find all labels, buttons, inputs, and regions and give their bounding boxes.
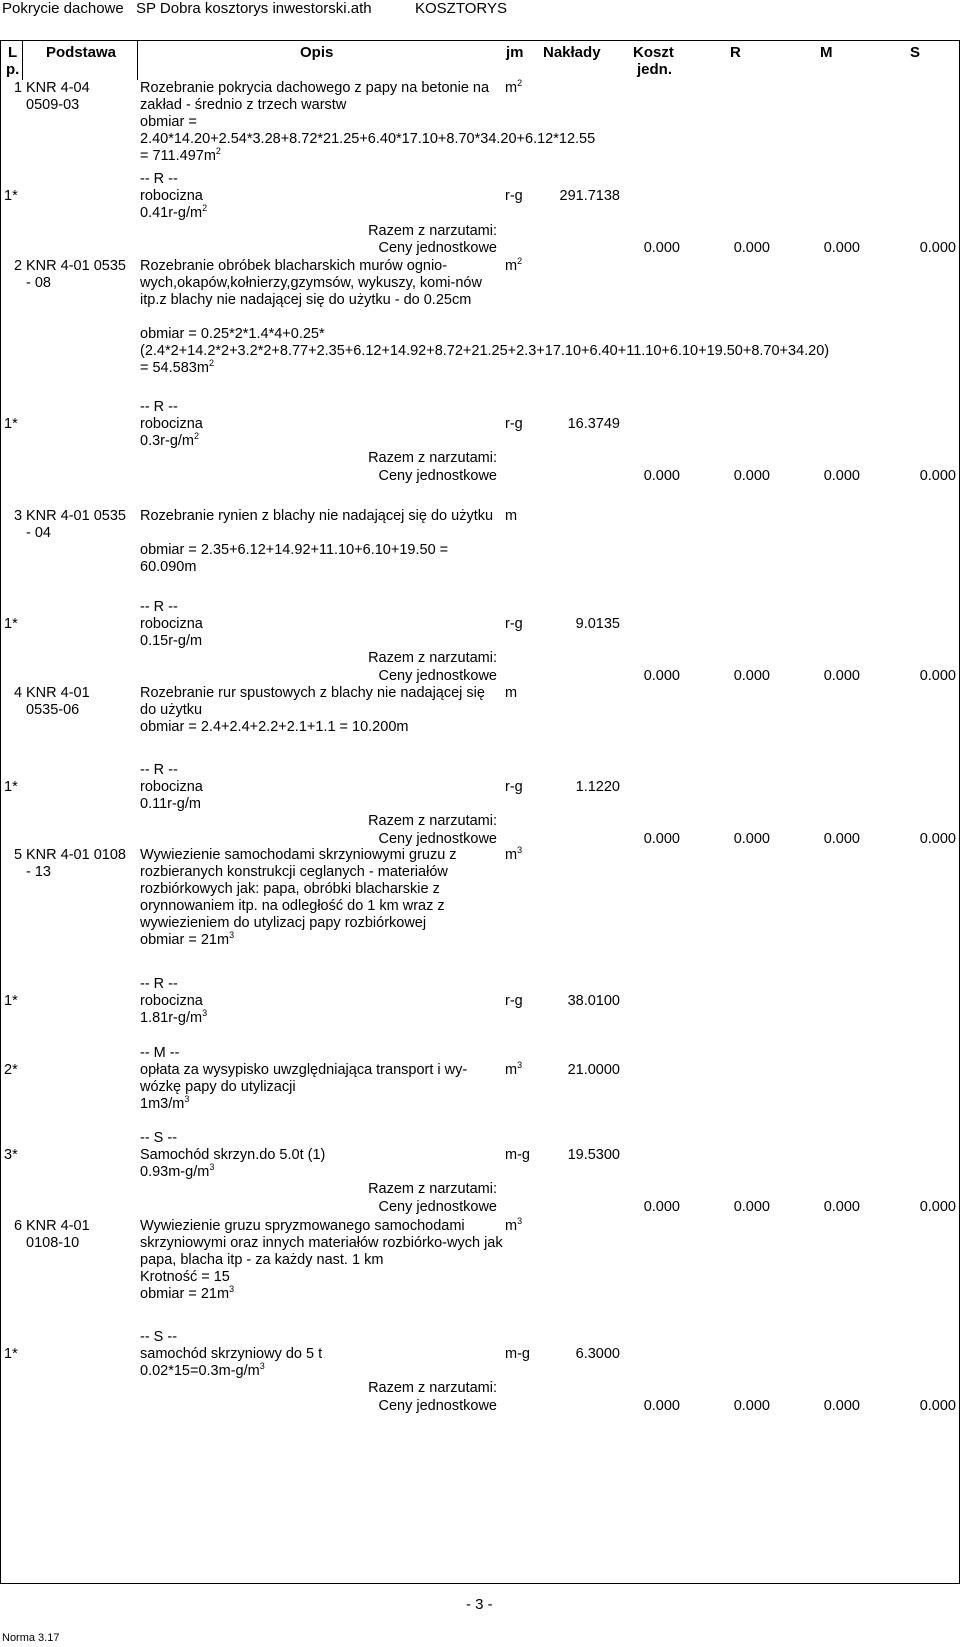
title-project: Pokrycie dachowe xyxy=(2,0,124,17)
resource-idx: 1* xyxy=(4,188,18,204)
resource-naklady: 16.3749 xyxy=(567,416,620,432)
title-file: SP Dobra kosztorys inwestorski.ath xyxy=(136,0,372,17)
resource-norm: $0.3r-g/m^2$ xyxy=(140,431,200,449)
table-header xyxy=(0,44,960,78)
item-jm: m xyxy=(505,508,518,524)
price-koszt: 0.000 xyxy=(643,831,680,847)
resource-jm: r-g xyxy=(505,188,523,204)
header-r: R xyxy=(730,44,741,61)
item-obmiar: obmiar = 2.4+2.4+2.2+2.1+1.1 = 10.200m xyxy=(140,719,409,735)
razem-label: Razem z narzutami: xyxy=(368,1380,497,1396)
header-lp: L xyxy=(8,44,18,61)
resource-group: -- R -- xyxy=(140,599,178,615)
table-bottom-border xyxy=(0,1583,960,1584)
resource-naklady: 21.0000 xyxy=(567,1062,620,1078)
item-opis: Rozebranie rur spustowych z blachy nie nadającej się do użytku xyxy=(140,685,485,718)
item-podstawa: KNR 4-04 xyxy=(26,80,90,96)
item-opis: Rozebranie pokrycia dachowego z papy na betonie na zakład - średnio z trzech warstw xyxy=(140,80,490,113)
item-lp: 1 xyxy=(14,80,23,96)
resource-group: -- R -- xyxy=(140,762,178,778)
software-version: Norma 3.17 xyxy=(2,1632,60,1644)
resource-jm: r-g xyxy=(505,779,523,795)
price-s: 0.000 xyxy=(919,668,956,684)
price-r: 0.000 xyxy=(733,668,770,684)
item-podstawa-2: 0535-06 xyxy=(26,702,80,718)
resource-jm: m-g xyxy=(505,1147,530,1163)
resource-idx: 1* xyxy=(4,616,18,632)
resource-norm: $0.41r-g/m^2$ xyxy=(140,203,208,221)
item-opis: Wywiezienie samochodami skrzyniowymi gruzu z rozbieranych konstrukcji ceglanych - materiałów rozbiórkowych jak: papa, obróbki blacharskie z orynnowaniem itp. na odległość do 1 km wraz z wywiezieniem do utylizacj papy rozbiórkowej xyxy=(140,847,457,931)
razem-label: Razem z narzutami: xyxy=(368,650,497,666)
resource-name: samochód skrzyniowy do 5 t xyxy=(140,1346,323,1362)
price-s: 0.000 xyxy=(919,831,956,847)
ceny-label: Ceny jednostkowe xyxy=(378,1199,497,1215)
header-s: S xyxy=(910,44,921,61)
item-podstawa: KNR 4-01 0535 xyxy=(26,508,126,524)
item-obmiar: obmiar = $21m^3$ xyxy=(140,930,235,948)
price-r: 0.000 xyxy=(733,240,770,256)
item-lp: 5 xyxy=(14,847,23,863)
resource-name: robocizna xyxy=(140,188,203,204)
table-top-border xyxy=(0,40,960,41)
resource-norm: $1.81r-g/m^3$ xyxy=(140,1008,208,1026)
price-s: 0.000 xyxy=(919,240,956,256)
resource-group: -- R -- xyxy=(140,399,178,415)
header-opis: Opis xyxy=(300,44,334,61)
price-m: 0.000 xyxy=(823,468,860,484)
price-koszt: 0.000 xyxy=(643,1398,680,1414)
header-jm: jm xyxy=(506,44,524,61)
resource-naklady: 1.1220 xyxy=(575,779,620,795)
resource-jm: $m^3$ xyxy=(505,1060,523,1078)
resource-name: robocizna xyxy=(140,779,203,795)
item-podstawa-2: 0509-03 xyxy=(26,97,80,113)
resource-name: Samochód skrzyn.do 5.0t (1) xyxy=(140,1147,326,1163)
page-number: - 3 - xyxy=(466,1596,493,1613)
resource-naklady: 38.0100 xyxy=(567,993,620,1009)
resource-naklady: 9.0135 xyxy=(575,616,620,632)
item-podstawa: KNR 4-01 xyxy=(26,1218,90,1234)
resource-idx: 3* xyxy=(4,1147,18,1163)
item-jm: $m^3$ xyxy=(505,1216,523,1234)
price-r: 0.000 xyxy=(733,831,770,847)
header-naklady: Nakłady xyxy=(543,44,601,61)
razem-label: Razem z narzutami: xyxy=(368,450,497,466)
price-koszt: 0.000 xyxy=(643,240,680,256)
resource-group: -- S -- xyxy=(140,1329,178,1345)
item-jm: $m^2$ xyxy=(505,78,523,96)
item-podstawa: KNR 4-01 xyxy=(26,685,90,701)
price-koszt: 0.000 xyxy=(643,468,680,484)
resource-jm: r-g xyxy=(505,416,523,432)
ceny-label: Ceny jednostkowe xyxy=(378,668,497,684)
item-obmiar: obmiar = $2.40*14.20+2.54*3.28+8.72*21.25+6.40*17.10+8.70*34.20+6.12*12.55 = 711.497m^2$ xyxy=(140,114,596,164)
ceny-label: Ceny jednostkowe xyxy=(378,1398,497,1414)
resource-jm: r-g xyxy=(505,616,523,632)
price-s: 0.000 xyxy=(919,468,956,484)
price-s: 0.000 xyxy=(919,1398,956,1414)
ceny-label: Ceny jednostkowe xyxy=(378,468,497,484)
header-lp-2: p. xyxy=(6,61,20,78)
resource-naklady: 6.3000 xyxy=(575,1346,620,1362)
item-obmiar: obmiar = $0.25*2*1.4*4+0.25*(2.4*2+14.2*2+3.2*2+8.77+2.35+6.12+14.92+8.72+21.25+2.3+17.10+6.40+11.10+6.10+19.50+8.70+34.20) = 54.583m^2$ xyxy=(140,326,830,376)
item-jm: m xyxy=(505,685,518,701)
resource-group: -- S -- xyxy=(140,1130,178,1146)
table-left-border xyxy=(0,40,1,1583)
razem-label: Razem z narzutami: xyxy=(368,813,497,829)
item-lp: 6 xyxy=(14,1218,23,1234)
resource-idx: 1* xyxy=(4,416,18,432)
resource-idx: 2* xyxy=(4,1062,18,1078)
header-m: M xyxy=(820,44,833,61)
price-m: 0.000 xyxy=(823,1398,860,1414)
window-title-bar xyxy=(0,0,960,22)
resource-jm: r-g xyxy=(505,993,523,1009)
item-krotnosc: Krotność = 15 xyxy=(140,1269,230,1285)
item-jm: $m^3$ xyxy=(505,845,523,863)
title-section: KOSZTORYS xyxy=(415,0,507,17)
item-obmiar: obmiar = 2.35+6.12+14.92+11.10+6.10+19.50 = 60.090m xyxy=(140,542,449,575)
item-podstawa: KNR 4-01 0108 xyxy=(26,847,126,863)
price-r: 0.000 xyxy=(733,468,770,484)
item-podstawa-2: 0108-10 xyxy=(26,1235,80,1251)
item-opis: Rozebranie obróbek blacharskich murów ognio-wych,okapów,kołnierzy,gzymsów, wykuszy, komi-nów itp.z blachy nie nadającej się do użytku - do 0.25cm xyxy=(140,258,482,308)
price-r: 0.000 xyxy=(733,1199,770,1215)
razem-label: Razem z narzutami: xyxy=(368,223,497,239)
resource-norm: 0.11r-g/m xyxy=(140,796,201,812)
price-m: 0.000 xyxy=(823,831,860,847)
header-koszt: Koszt xyxy=(633,44,674,61)
item-podstawa-2: - 04 xyxy=(26,525,51,541)
item-podstawa: KNR 4-01 0535 xyxy=(26,258,126,274)
resource-group: -- M -- xyxy=(140,1045,180,1061)
price-r: 0.000 xyxy=(733,1398,770,1414)
resource-group: -- R -- xyxy=(140,171,178,187)
item-lp: 4 xyxy=(14,685,23,701)
header-koszt-2: jedn. xyxy=(637,61,673,78)
resource-naklady: 291.7138 xyxy=(559,188,620,204)
header-podstawa: Podstawa xyxy=(46,44,117,61)
item-lp: 3 xyxy=(14,508,23,524)
resource-group: -- R -- xyxy=(140,976,178,992)
price-koszt: 0.000 xyxy=(643,668,680,684)
item-opis: Wywiezienie gruzu spryzmowanego samochodami skrzyniowymi oraz innych materiałów rozbiórko-wych jak papa, blacha itp - za każdy nast. 1 km xyxy=(140,1218,503,1268)
resource-norm: $0.93m-g/m^3$ xyxy=(140,1162,215,1180)
resource-jm: m-g xyxy=(505,1346,530,1362)
resource-norm: 0.15r-g/m xyxy=(140,633,203,649)
razem-label: Razem z narzutami: xyxy=(368,1181,497,1197)
resource-norm: $0.02*15=0.3m-g/m^3$ xyxy=(140,1361,265,1379)
item-podstawa-2: - 08 xyxy=(26,275,51,291)
ceny-label: Ceny jednostkowe xyxy=(378,240,497,256)
item-obmiar: obmiar = $21m^3$ xyxy=(140,1284,235,1302)
resource-name: robocizna xyxy=(140,416,203,432)
resource-name: robocizna xyxy=(140,993,203,1009)
price-koszt: 0.000 xyxy=(643,1199,680,1215)
item-lp: 2 xyxy=(14,258,23,274)
price-m: 0.000 xyxy=(823,240,860,256)
resource-naklady: 19.5300 xyxy=(567,1147,620,1163)
resource-idx: 1* xyxy=(4,779,18,795)
price-m: 0.000 xyxy=(823,668,860,684)
price-m: 0.000 xyxy=(823,1199,860,1215)
ceny-label: Ceny jednostkowe xyxy=(378,831,497,847)
item-opis: Rozebranie rynien z blachy nie nadającej się do użytku xyxy=(140,508,494,524)
resource-idx: 1* xyxy=(4,993,18,1009)
resource-norm: $1m3/m^3$ xyxy=(140,1094,190,1112)
price-s: 0.000 xyxy=(919,1199,956,1215)
resource-name: opłata za wysypisko uwzględniająca transport i wy-wózkę papy do utylizacji xyxy=(140,1062,468,1095)
item-podstawa-2: - 13 xyxy=(26,864,51,880)
item-jm: $m^2$ xyxy=(505,256,523,274)
resource-idx: 1* xyxy=(4,1346,18,1362)
resource-name: robocizna xyxy=(140,616,203,632)
